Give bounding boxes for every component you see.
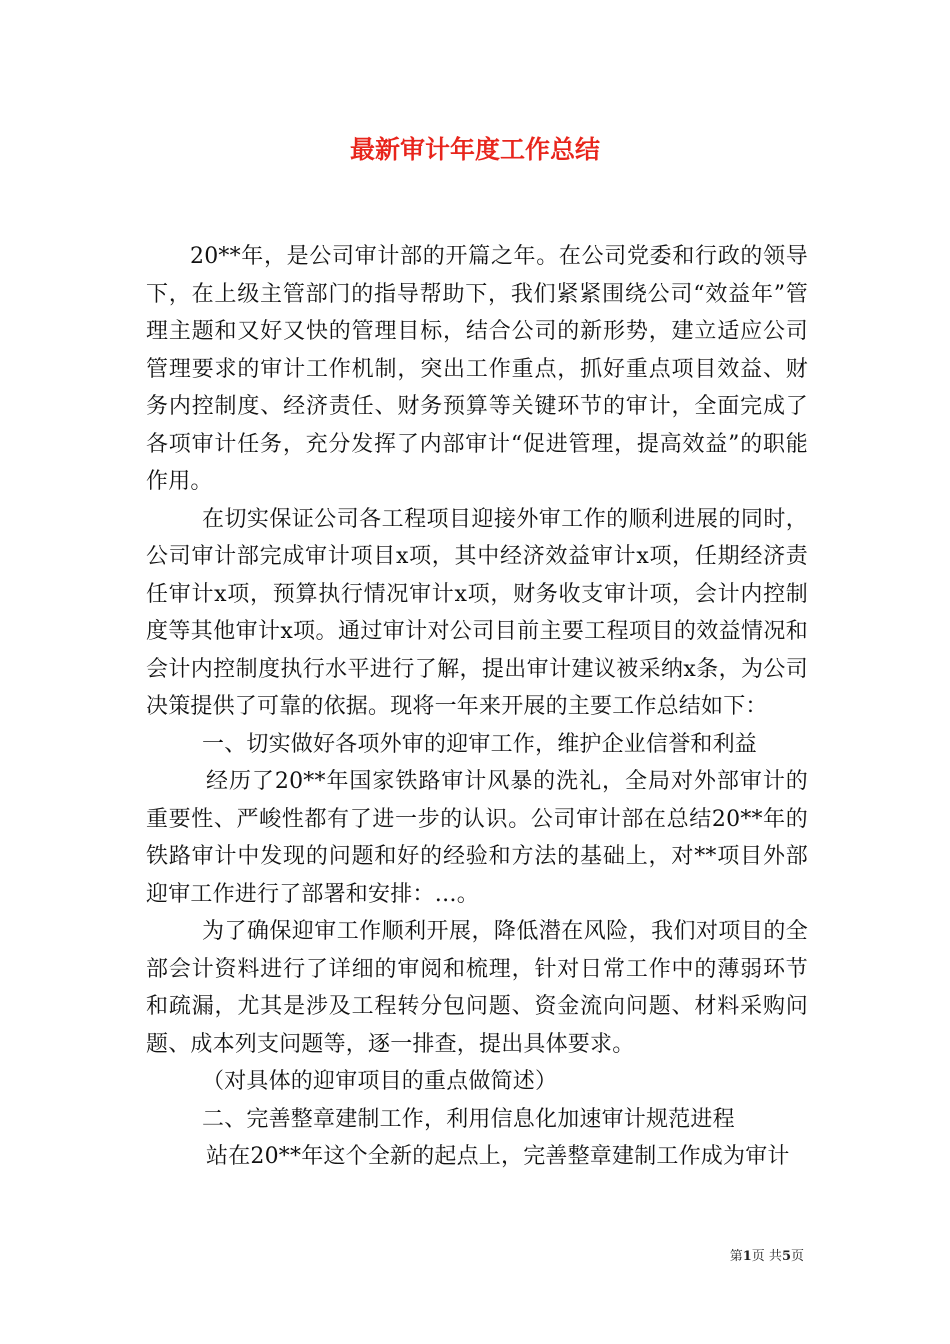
footer-current-page: 1 xyxy=(742,1249,752,1264)
footer-middle: 页 共 xyxy=(751,1249,782,1264)
section-heading-1: 一、切实做好各项外审的迎审工作，维护企业信誉和利益 xyxy=(202,731,758,757)
page-footer xyxy=(730,1248,804,1266)
document-body xyxy=(146,238,808,1176)
paragraph-section-2-a: 站在20**年这个全新的起点上，完善整章建制工作成为审计 xyxy=(206,1144,790,1169)
footer-suffix: 页 xyxy=(790,1249,804,1264)
footer-total-pages: 5 xyxy=(781,1249,791,1264)
section-heading-2: 二、完善整章建制工作，利用信息化加速审计规范进程 xyxy=(202,1106,735,1132)
paragraph-note: （对具体的迎审项目的重点做简述） xyxy=(202,1069,558,1094)
paragraph-summary: 在切实保证公司各工程项目迎接外审工作的顺利进展的同时，公司审计部完成审计项目x项，其中经济效益审计x项，任期经济责任审计x项，预算执行情况审计x项，财务收支审计项，会计内控制度等其他审计x项。通过审计对公司目前主要工程项目的效益情况和会计内控制度执行水平进行了解，提出审计建议被采纳x条，为公司决策提供了可靠的依据。现将一年来开展的主要工作总结如下： xyxy=(146,506,808,719)
paragraph-section-1-b: 为了确保迎审工作顺利开展，降低潜在风险，我们对项目的全部会计资料进行了详细的审阅和梳理，针对日常工作中的薄弱环节和疏漏，尤其是涉及工程转分包问题、资金流向问题、材料采购问题、成本列支问题等，逐一排查，提出具体要求。 xyxy=(146,919,808,1057)
document-title: 最新审计年度工作总结 xyxy=(349,135,600,164)
paragraph-section-1-a: 经历了20**年国家铁路审计风暴的洗礼，全局对外部审计的重要性、严峻性都有了进一步的认识。公司审计部在总结20**年的铁路审计中发现的问题和好的经验和方法的基础上，对**项目外部迎审工作进行了部署和安排：…。 xyxy=(146,769,808,907)
footer-prefix: 第 xyxy=(729,1249,743,1264)
paragraph-intro: 20**年，是公司审计部的开篇之年。在公司党委和行政的领导下，在上级主管部门的指导帮助下，我们紧紧围绕公司“效益年”管理主题和又好又快的管理目标，结合公司的新形势，建立适应公司管理要求的审计工作机制，突出工作重点，抓好重点项目效益、财务内控制度、经济责任、财务预算等关键环节的审计，全面完成了各项审计任务，充分发挥了内部审计“促进管理，提高效益”的职能作用。 xyxy=(146,244,808,494)
